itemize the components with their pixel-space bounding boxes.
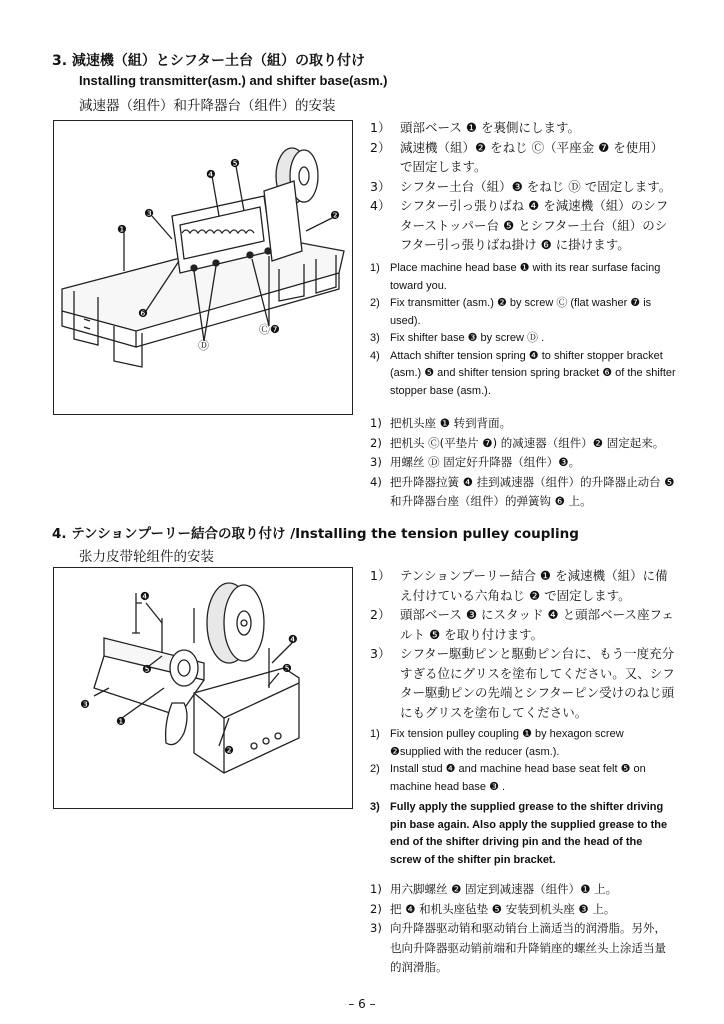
section3-heading-cn: 減速器（组件）和升降器台（组件）的安装 (79, 98, 336, 114)
list-item: 2) 把机头 Ⓒ(平垫片 ❼) 的减速器（组件）❷ 固定起来。 (370, 435, 665, 450)
section3-steps-en (370, 260, 676, 400)
callout-d: Ⓓ (198, 339, 209, 352)
list-item: 2) Fix transmitter (asm.) ❷ by screw Ⓒ (flat washer ❼ is used). (370, 297, 652, 327)
list-item: 2) Install stud ❹ and machine head base seat felt ❺ on machine head base ❸ . (370, 763, 646, 793)
list-item: 1） 頭部ベース ❶ を裏側にします。 (370, 120, 581, 135)
list-item: 3) 用螺丝 Ⓓ 固定好升降器（组件）❸。 (370, 455, 581, 469)
callout-1: ❶ (116, 715, 126, 728)
callout-2: ❷ (224, 744, 234, 757)
list-item: 2) 把 ❹ 和机头座毡垫 ❺ 安装到机头座 ❸ 上。 (370, 901, 616, 916)
callout-5: ❺ (230, 157, 240, 170)
list-item: 1） テンションプーリー結合 ❶ を減速機（組）に備え付けている六角ねじ ❷ で固定します。 (370, 568, 668, 603)
section4-steps-en-bold (370, 799, 676, 869)
callout-4: ❹ (206, 168, 216, 181)
section3-figure (53, 120, 353, 415)
list-item: 2） 頭部ベース ❸ にスタッド ❹ と頭部ベース座フェルト ❺ を取り付けます。 (370, 607, 674, 642)
section3-steps-jp (370, 118, 675, 255)
section4-figure (53, 567, 353, 809)
section4-heading: 4. テンションプーリー結合の取り付け /Installing the tension pulley coupling (52, 526, 579, 542)
callout-3: ❸ (144, 207, 154, 220)
transmitter-assembly-illustration (54, 121, 352, 414)
callout-4a: ❹ (140, 590, 150, 603)
page-number: – 6 – (348, 997, 376, 1011)
list-item: 3） シフター土台（組）❸ をねじ Ⓓ で固定します。 (370, 178, 672, 194)
list-item: 4） シフター引っ張りばね ❹ を減速機（組）のシフターストッパー台 ❺ とシフター土台（組）のシフター引っ張りばね掛け ❻ に掛けます。 (370, 198, 669, 252)
section3-heading-en: Installing transmitter(asm.) and shifter base(asm.) (79, 73, 388, 88)
list-item: 3) Fix shifter base ❸ by screw Ⓓ . (370, 332, 545, 344)
list-item: 4) 把升降器拉簧 ❹ 挂到减速器（组件）的升降器止动台 ❺ 和升降器台座（组件）的弹簧钩 ❻ 上。 (370, 474, 675, 508)
list-item: 2） 減速機（組）❷ をねじ Ⓒ（平座金 ❼ を使用）で固定します。 (370, 139, 664, 174)
callout-6: ❻ (138, 307, 148, 320)
callout-3: ❸ (80, 698, 90, 711)
callout-5a: ❺ (142, 663, 152, 676)
callout-5b: ❺ (282, 662, 292, 675)
list-item: 4) Attach shifter tension spring ❹ to shifter stopper bracket (asm.) ❺ and shifter tension spring bracket ❻ of the shifter stopper base (asm.). (370, 349, 676, 397)
section3-steps-cn (370, 414, 676, 512)
section3-heading-jp: 3. 減速機（組）とシフター土台（組）の取り付け (52, 53, 365, 69)
list-item: 1) Place machine head base ❶ with its rear surfase facing toward you. (370, 262, 661, 292)
callout-2: ❷ (330, 209, 340, 222)
callout-4b: ❹ (288, 633, 298, 646)
section4-steps-jp (370, 566, 675, 722)
list-item: 3) 向升降器驱动销和驱动销台上滴适当的润滑脂。另外，也向升降器驱动销前端和升降销座的螺丝头上涂适当量的润滑脂。 (370, 921, 666, 974)
list-item: 1) 把机头座 ❶ 转到背面。 (370, 416, 512, 430)
list-item: 1) 用六脚螺丝 ❷ 固定到减速器（组件）❶ 上。 (370, 882, 618, 896)
callout-c7: Ⓒ❼ (259, 323, 280, 336)
section4-heading-cn: 张力皮带轮组件的安装 (79, 549, 214, 565)
list-item: 3） シフター駆動ピンと駆動ピン台に、もう一度充分すぎる位にグリスを塗布してください。又、シフター駆動ピンの先端とシフターピン受けのねじ頭にもグリスを塗布してください。 (370, 646, 675, 720)
section4-steps-cn (370, 880, 676, 978)
list-item: 1) Fix tension pulley coupling ❶ by hexagon screw ❷supplied with the reducer (asm.). (370, 728, 624, 758)
tension-pulley-illustration (54, 568, 352, 808)
list-item: 3) Fully apply the supplied grease to the shifter driving pin base again. Also apply the supplied grease to the end of the shifter driving pin and the head of the screw of the shifter pin bracket. (370, 801, 668, 866)
section4-steps-en (370, 726, 676, 796)
callout-1: ❶ (117, 223, 127, 236)
